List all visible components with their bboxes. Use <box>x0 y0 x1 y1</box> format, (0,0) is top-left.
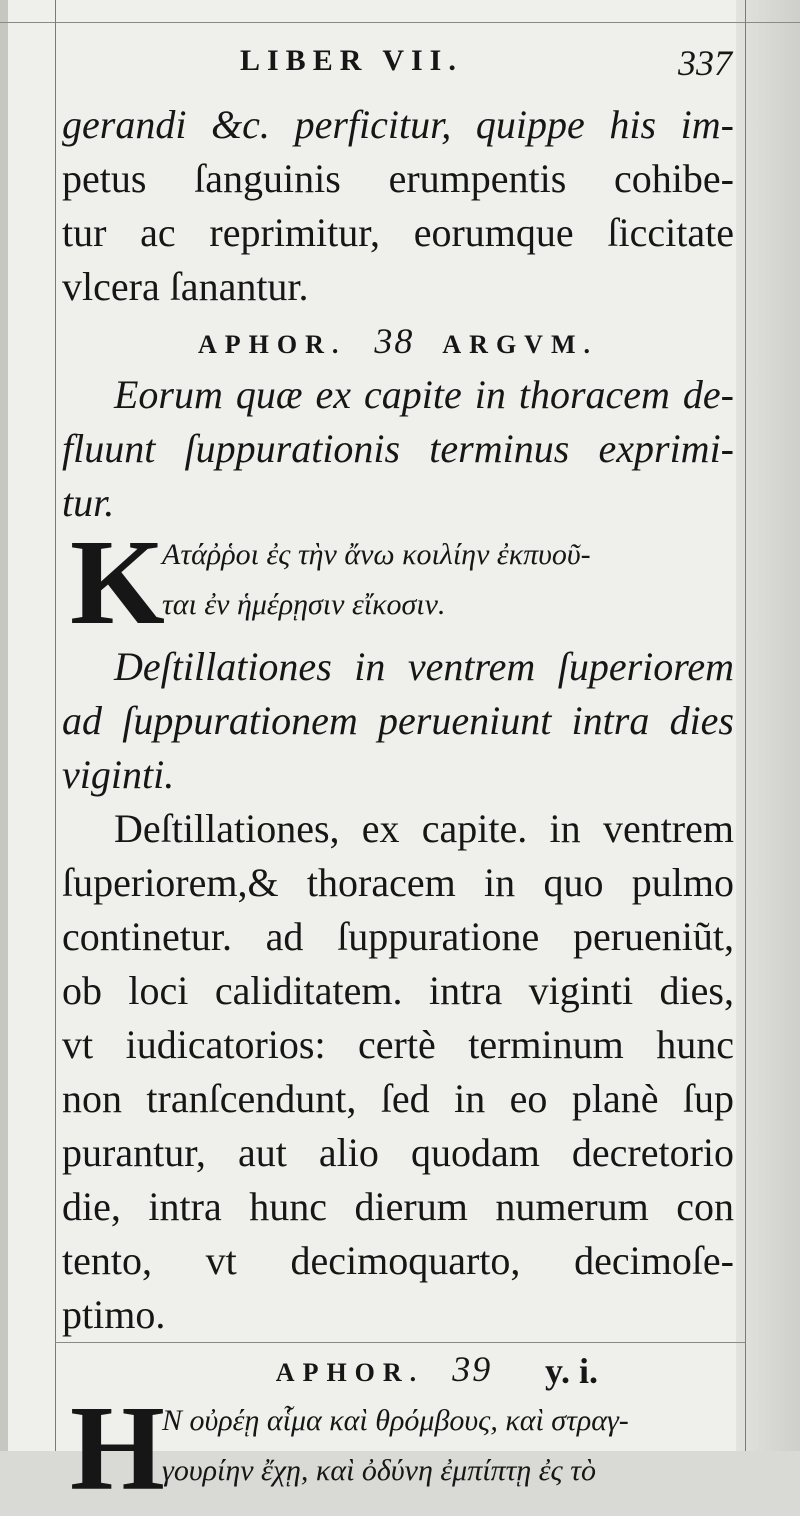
latin-line: Deſtillationes in ventrem ſuperiorem <box>114 644 734 689</box>
aphorism-label: APHOR. <box>198 330 347 359</box>
commentary-line: ob loci caliditatem. intra viginti dies, <box>62 968 734 1013</box>
argument-label: ARGVM. <box>442 330 598 359</box>
greek-aphorism-38 <box>62 515 734 650</box>
aphorism-label: APHOR. <box>275 1358 425 1387</box>
greek-line: ται ἐν ἡμέρῃσιν εἴκοσιν. <box>162 588 446 621</box>
running-header <box>60 40 740 84</box>
greek-line: γουρίην ἔχῃ, καὶ ὀδύνη ἐμπίπτῃ ἐς τὸ <box>162 1454 596 1487</box>
commentary-line: non tranſcendunt, ſed in eo planè ſup <box>62 1076 734 1121</box>
left-margin-rule <box>55 0 56 1451</box>
greek-aphorism-39 <box>62 1381 734 1516</box>
aphorism-heading-38 <box>62 314 734 368</box>
commentary-line: purantur, aut alio quodam decretorio <box>62 1130 734 1175</box>
commentary-line: ſuperiorem,& thoracem in quo pulmo <box>62 860 734 905</box>
page-left-edge <box>0 0 8 1451</box>
commentary-line: continetur. ad ſuppuratione perueniũt, <box>62 914 734 959</box>
latin-line: ad ſuppurationem perueniunt intra dies <box>62 698 734 743</box>
argument-line: fluunt ſuppurationis terminus exprimi- <box>62 426 734 471</box>
page-number: 337 <box>678 43 732 83</box>
drop-cap-initial: H <box>70 1381 165 1516</box>
commentary-line: vt iudicatorios: certè terminum hunc <box>62 1022 734 1067</box>
text-line: gerandi &c. perficitur, quippe his im- <box>62 102 734 147</box>
aphorism-number: 38 <box>374 321 415 361</box>
greek-line: Ν οὐρέῃ αἷμα καὶ θρόμβους, καὶ στραγ- <box>162 1404 629 1437</box>
latin-line: viginti. <box>62 752 175 797</box>
right-margin-rule <box>745 0 746 1451</box>
commentary-line: Deſtillationes, ex capite. in ventrem <box>114 806 734 851</box>
running-title: LIBER VII. <box>240 44 463 77</box>
argument-line: tur. <box>62 480 115 525</box>
aphorism-number: 39 <box>452 1349 493 1389</box>
catchword-signature: y. i. <box>545 1351 599 1391</box>
text-line: petus ſanguinis erumpentis cohibe- <box>62 156 734 201</box>
text-line: vlcera ſanantur. <box>62 264 309 309</box>
commentary-line: ptimo. <box>62 1292 166 1337</box>
top-rule <box>0 22 800 23</box>
drop-cap-initial: K <box>70 515 165 650</box>
text-line: tur ac reprimitur, eorumque ſiccitate <box>62 210 734 255</box>
commentary-line: tento, vt decimoquarto, decimoſe- <box>62 1238 734 1283</box>
page-text <box>62 98 734 1516</box>
commentary-line: die, intra hunc dierum numerum con <box>62 1184 734 1229</box>
greek-line: Ατάῤῥοι ἐς τὴν ἄνω κοιλίην ἐκπυοῦ- <box>162 538 591 571</box>
argument-line: Eorum quæ ex capite in thoracem de- <box>114 372 734 417</box>
